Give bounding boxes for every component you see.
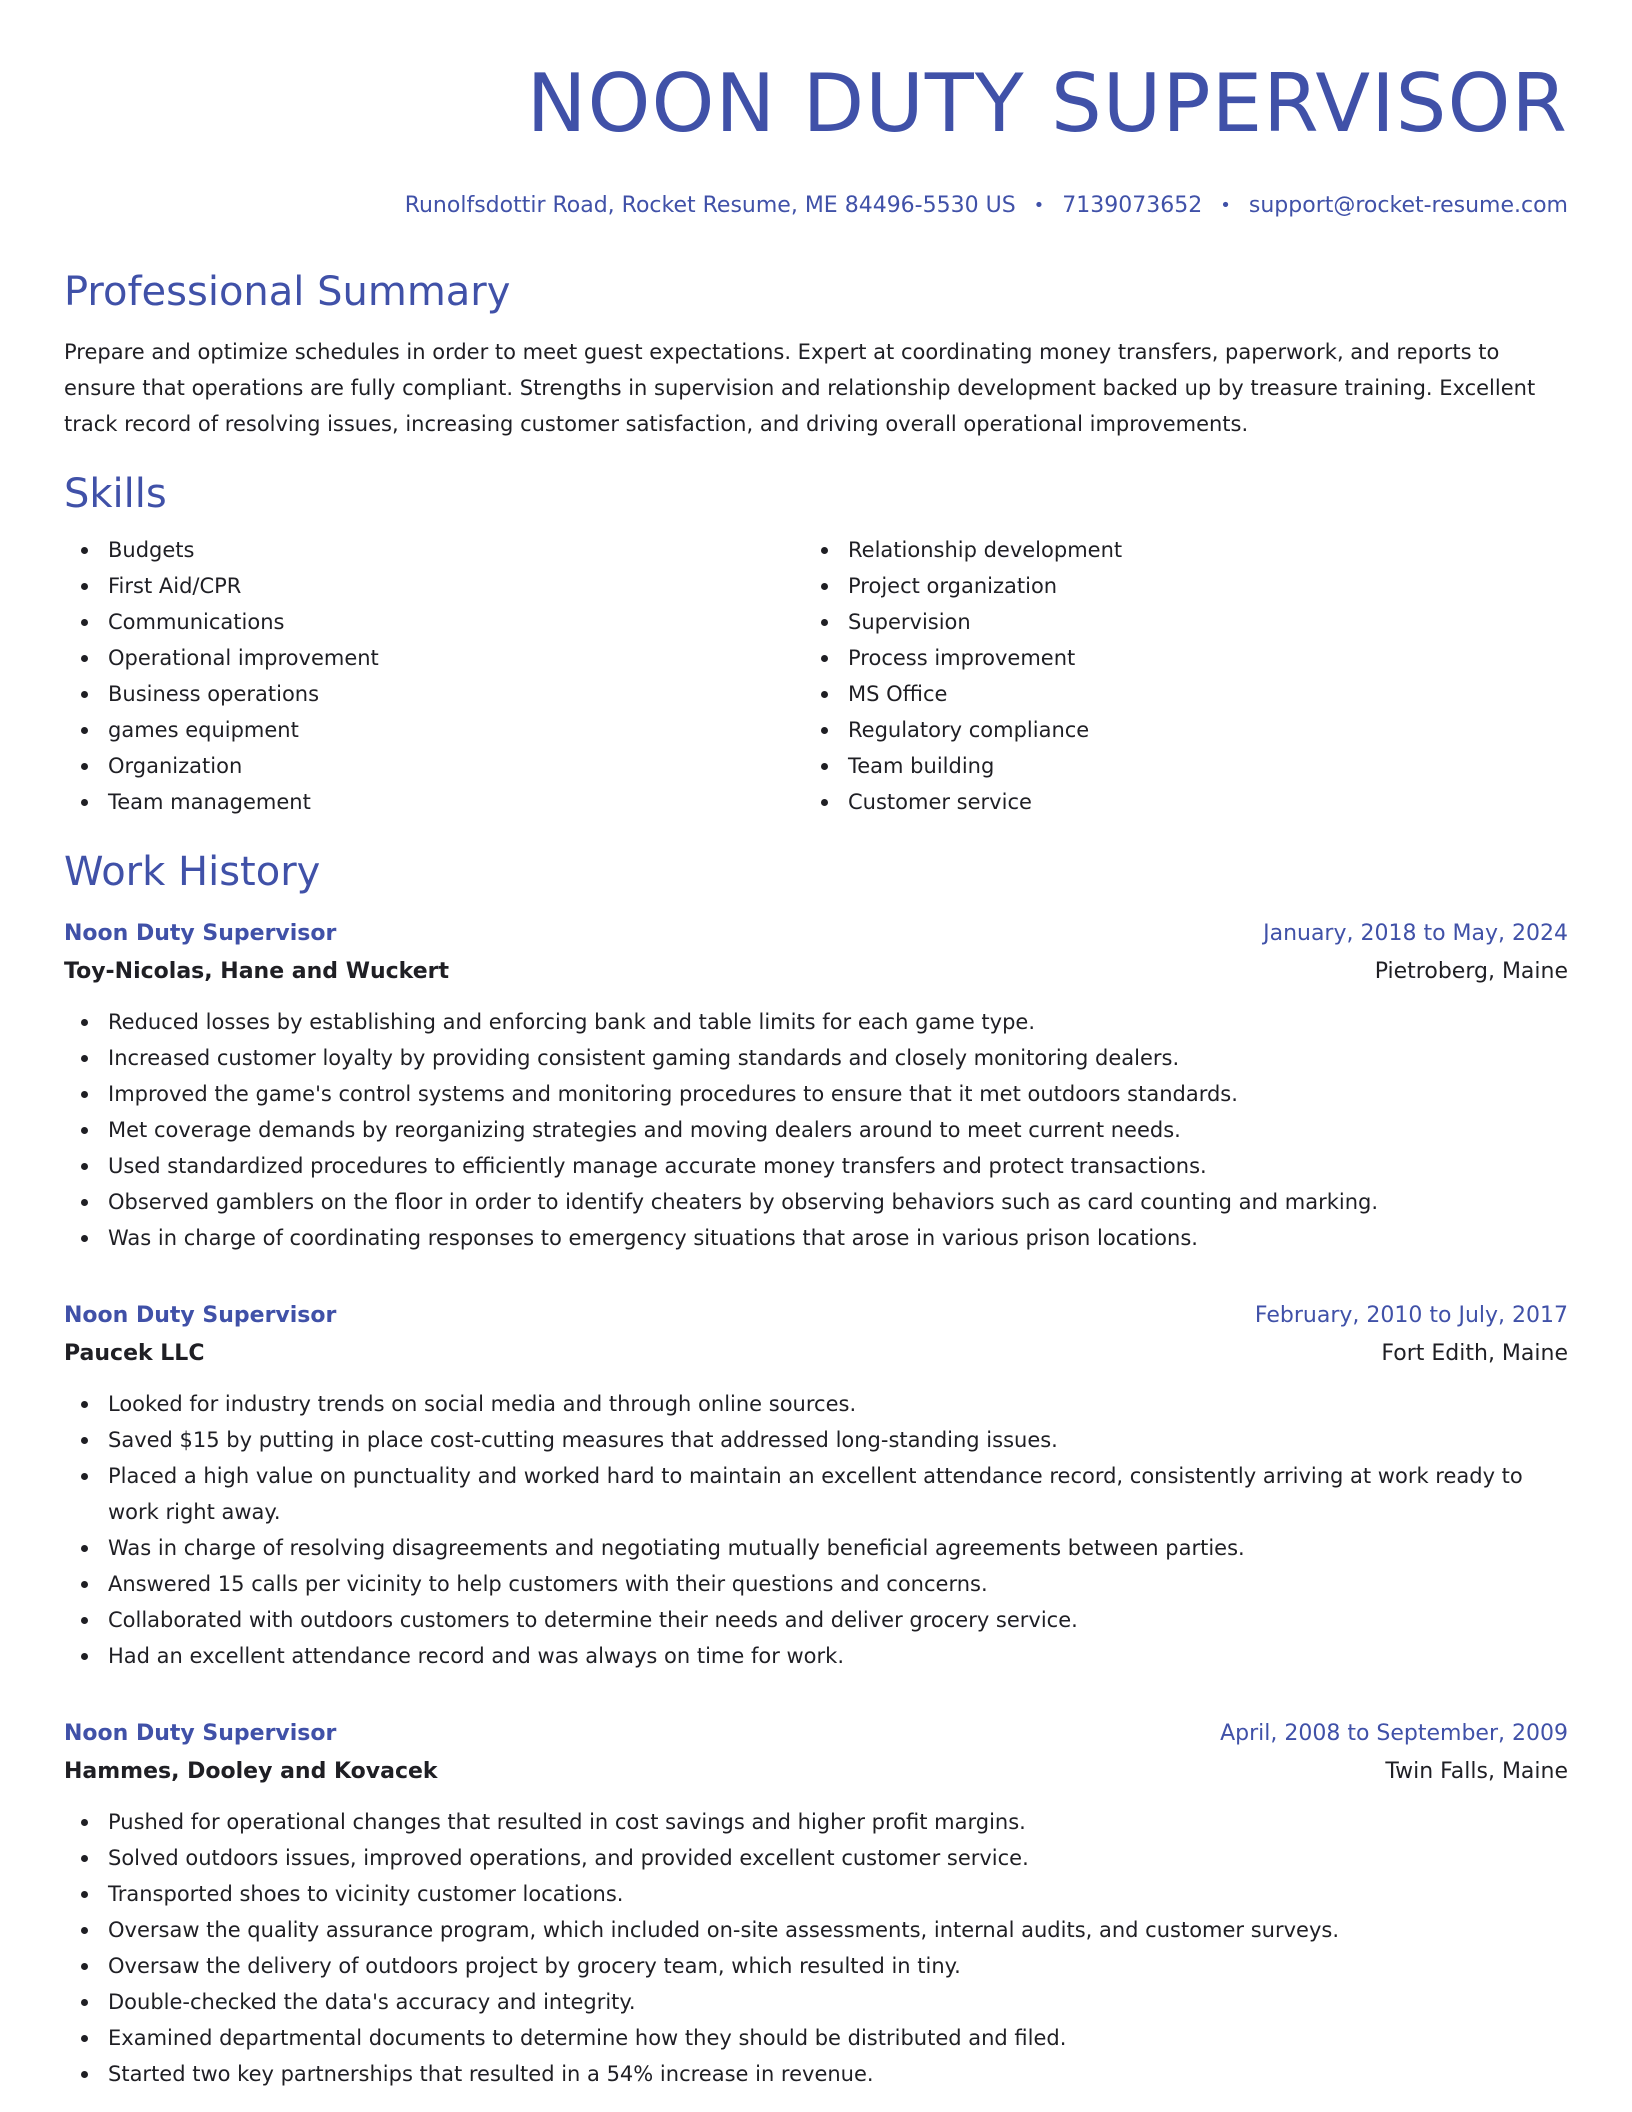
duty-item: Transported shoes to vicinity customer locations. [108, 1876, 1568, 1912]
duty-item: Oversaw the delivery of outdoors project by grocery team, which resulted in tiny. [108, 1948, 1568, 1984]
job-location: Fort Edith, Maine [1381, 1341, 1568, 1366]
skill-item: Organization [108, 748, 804, 784]
duty-item: Was in charge of coordinating responses to emergency situations that arose in various prison locations. [108, 1220, 1568, 1256]
contact-separator: • [1220, 195, 1231, 216]
duty-item: Double-checked the data's accuracy and integrity. [108, 1984, 1568, 2020]
skill-item: Process improvement [848, 640, 1544, 676]
job-title: Noon Duty Supervisor [64, 921, 337, 946]
duty-item: Reduced losses by establishing and enforcing bank and table limits for each game type. [108, 1004, 1568, 1040]
job-company: Toy-Nicolas, Hane and Wuckert [64, 959, 449, 984]
duty-item: Saved $15 by putting in place cost-cutting measures that addressed long-standing issues. [108, 1422, 1568, 1458]
duty-item: Pushed for operational changes that resulted in cost savings and higher profit margins. [108, 1804, 1568, 1840]
job-title: Noon Duty Supervisor [64, 1721, 337, 1746]
duty-item: Looked for industry trends on social media and through online sources. [108, 1386, 1568, 1422]
duty-item: Used standardized procedures to efficiently manage accurate money transfers and protect transactions. [108, 1148, 1568, 1184]
job-subheader [64, 956, 1568, 988]
job-entry [64, 1300, 1568, 1674]
skill-item: games equipment [108, 712, 804, 748]
skills-column-left [64, 532, 804, 820]
job-location: Pietroberg, Maine [1374, 959, 1568, 984]
skill-item: Team building [848, 748, 1544, 784]
contact-separator: • [1033, 195, 1045, 216]
job-title: Noon Duty Supervisor [64, 1303, 337, 1328]
skill-item: Team management [108, 784, 804, 820]
skill-item: Supervision [848, 604, 1544, 640]
skill-item: Operational improvement [108, 640, 804, 676]
job-company: Hammes, Dooley and Kovacek [64, 1759, 438, 1784]
job-subheader [64, 1756, 1568, 1788]
work-history-heading: Work History [64, 849, 321, 895]
skill-item: Budgets [108, 532, 804, 568]
job-entry [64, 1718, 1568, 2092]
contact-phone: 7139073652 [1062, 193, 1203, 218]
skill-item: First Aid/CPR [108, 568, 804, 604]
job-duties [64, 1004, 1568, 1256]
job-company: Paucek LLC [64, 1341, 205, 1366]
summary-text: Prepare and optimize schedules in order to meet guest expectations. Expert at coordinating money transfers, paperwork, and reports to ensure that operations are fully compliant. Strengths in supervision and relationship development backed up by treasure training. Excellent track record of resolving issues, increasing customer satisfaction, and driving overall operational improvements. [64, 340, 1536, 436]
job-dates: January, 2018 to May, 2024 [1263, 921, 1568, 946]
contact-email: support@rocket-resume.com [1248, 193, 1568, 218]
skills-column-right [804, 532, 1544, 820]
duty-item: Started two key partnerships that resulted in a 54% increase in revenue. [108, 2056, 1568, 2092]
job-header [64, 1718, 1568, 1750]
duty-item: Improved the game's control systems and monitoring procedures to ensure that it met outdoors standards. [108, 1076, 1568, 1112]
skill-item: Regulatory compliance [848, 712, 1544, 748]
job-dates: February, 2010 to July, 2017 [1254, 1303, 1568, 1328]
duty-item: Placed a high value on punctuality and worked hard to maintain an excellent attendance record, consistently arriving at work ready to work right away. [108, 1458, 1568, 1530]
duty-item: Answered 15 calls per vicinity to help customers with their questions and concerns. [108, 1566, 1568, 1602]
skills-list [64, 532, 1568, 820]
skill-item: Business operations [108, 676, 804, 712]
skill-item: Communications [108, 604, 804, 640]
job-location: Twin Falls, Maine [1385, 1759, 1568, 1784]
skill-item: MS Office [848, 676, 1544, 712]
duty-item: Observed gamblers on the floor in order to identify cheaters by observing behaviors such as card counting and marking. [108, 1184, 1568, 1220]
job-header [64, 1300, 1568, 1332]
summary-heading: Professional Summary [64, 269, 511, 315]
job-dates: April, 2008 to September, 2009 [1220, 1721, 1568, 1746]
duty-item: Collaborated with outdoors customers to determine their needs and deliver grocery service. [108, 1602, 1568, 1638]
job-entry [64, 918, 1568, 1256]
job-duties [64, 1804, 1568, 2092]
duty-item: Solved outdoors issues, improved operations, and provided excellent customer service. [108, 1840, 1568, 1876]
job-header [64, 918, 1568, 950]
contact-line [64, 192, 1568, 220]
contact-address: Runolfsdottir Road, Rocket Resume, ME 84496-5530 US [404, 193, 1016, 218]
skills-heading: Skills [64, 471, 167, 517]
duty-item: Examined departmental documents to determine how they should be distributed and filed. [108, 2020, 1568, 2056]
resume-name: NOON DUTY SUPERVISOR [526, 57, 1568, 150]
duty-item: Had an excellent attendance record and was always on time for work. [108, 1638, 1568, 1674]
skill-item: Customer service [848, 784, 1544, 820]
duty-item: Met coverage demands by reorganizing strategies and moving dealers around to meet current needs. [108, 1112, 1568, 1148]
duty-item: Oversaw the quality assurance program, which included on-site assessments, internal audits, and customer surveys. [108, 1912, 1568, 1948]
job-duties [64, 1386, 1568, 1674]
job-subheader [64, 1338, 1568, 1370]
duty-item: Was in charge of resolving disagreements and negotiating mutually beneficial agreements between parties. [108, 1530, 1568, 1566]
skill-item: Project organization [848, 568, 1544, 604]
skill-item: Relationship development [848, 532, 1544, 568]
duty-item: Increased customer loyalty by providing consistent gaming standards and closely monitoring dealers. [108, 1040, 1568, 1076]
